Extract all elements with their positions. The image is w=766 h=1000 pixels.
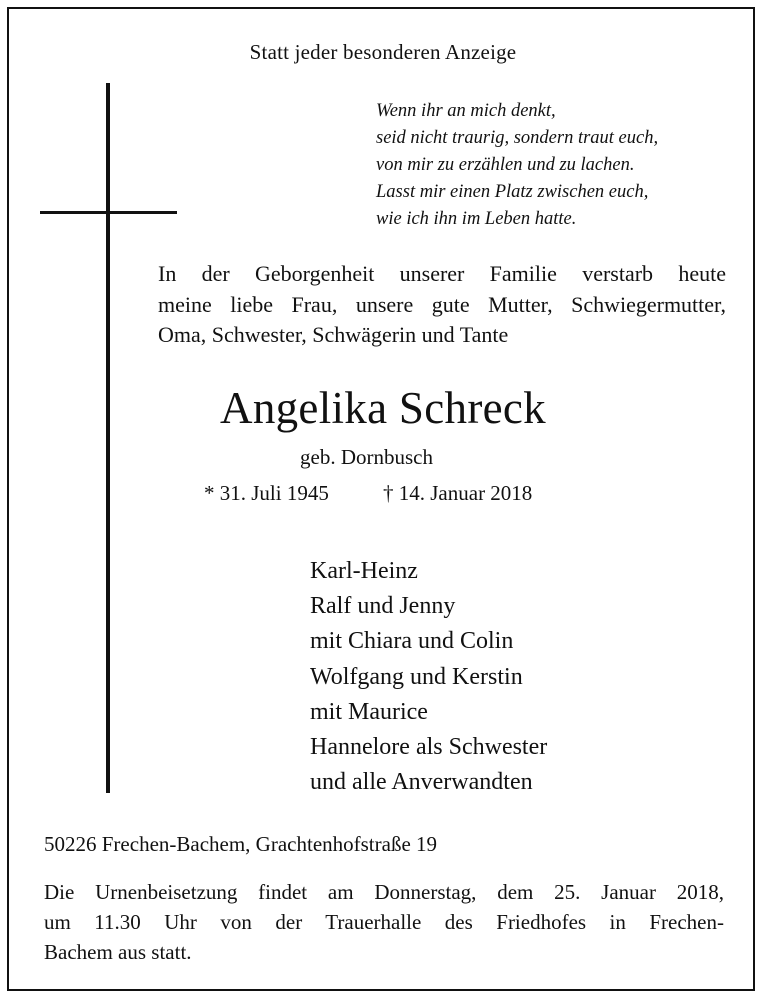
- mourner-line: und alle Anverwandten: [310, 769, 533, 796]
- intro-line: meine liebe Frau, unsere gute Mutter, Schwiegermutter,: [158, 291, 726, 317]
- cross-horizontal-bar: [40, 211, 177, 214]
- deceased-name: Angelika Schreck: [220, 383, 546, 433]
- burial-line: Die Urnenbeisetzung findet am Donnerstag, dem 25. Januar 2018,: [44, 880, 724, 904]
- burial-line: Bachem aus statt.: [44, 940, 192, 964]
- poem-line: seid nicht traurig, sondern traut euch,: [376, 128, 659, 148]
- poem-line: Lasst mir einen Platz zwischen euch,: [376, 182, 649, 202]
- poem-line: von mir zu erzählen und zu lachen.: [376, 155, 635, 175]
- death-date: † 14. Januar 2018: [383, 481, 533, 505]
- birth-date: * 31. Juli 1945: [204, 481, 329, 505]
- mourner-line: mit Maurice: [310, 698, 428, 725]
- mourner-line: Hannelore als Schwester: [310, 734, 548, 761]
- poem: [376, 98, 756, 233]
- intro-line: Oma, Schwester, Schwägerin und Tante: [158, 322, 509, 347]
- burial-info: [44, 877, 724, 967]
- poem-line: wie ich ihn im Leben hatte.: [376, 209, 577, 229]
- mourner-line: Karl-Heinz: [310, 558, 418, 584]
- birth-name: geb. Dornbusch: [300, 445, 433, 469]
- cross-vertical-bar: [106, 83, 110, 793]
- poem-line: Wenn ihr an mich denkt,: [376, 101, 556, 121]
- address: 50226 Frechen-Bachem, Grachtenhofstraße 19: [44, 832, 438, 856]
- mourner-line: Wolfgang und Kerstin: [310, 663, 523, 690]
- intro-line: In der Geborgenheit unserer Familie verstarb heute: [158, 261, 726, 286]
- intro-text: [158, 259, 726, 351]
- burial-line: um 11.30 Uhr von der Trauerhalle des Friedhofes in Frechen-: [44, 910, 724, 934]
- mourner-line: mit Chiara und Colin: [310, 628, 514, 655]
- notice-header: Statt jeder besonderen Anzeige: [249, 40, 517, 64]
- mourners-list: [310, 554, 730, 800]
- mourner-line: Ralf und Jenny: [310, 593, 456, 620]
